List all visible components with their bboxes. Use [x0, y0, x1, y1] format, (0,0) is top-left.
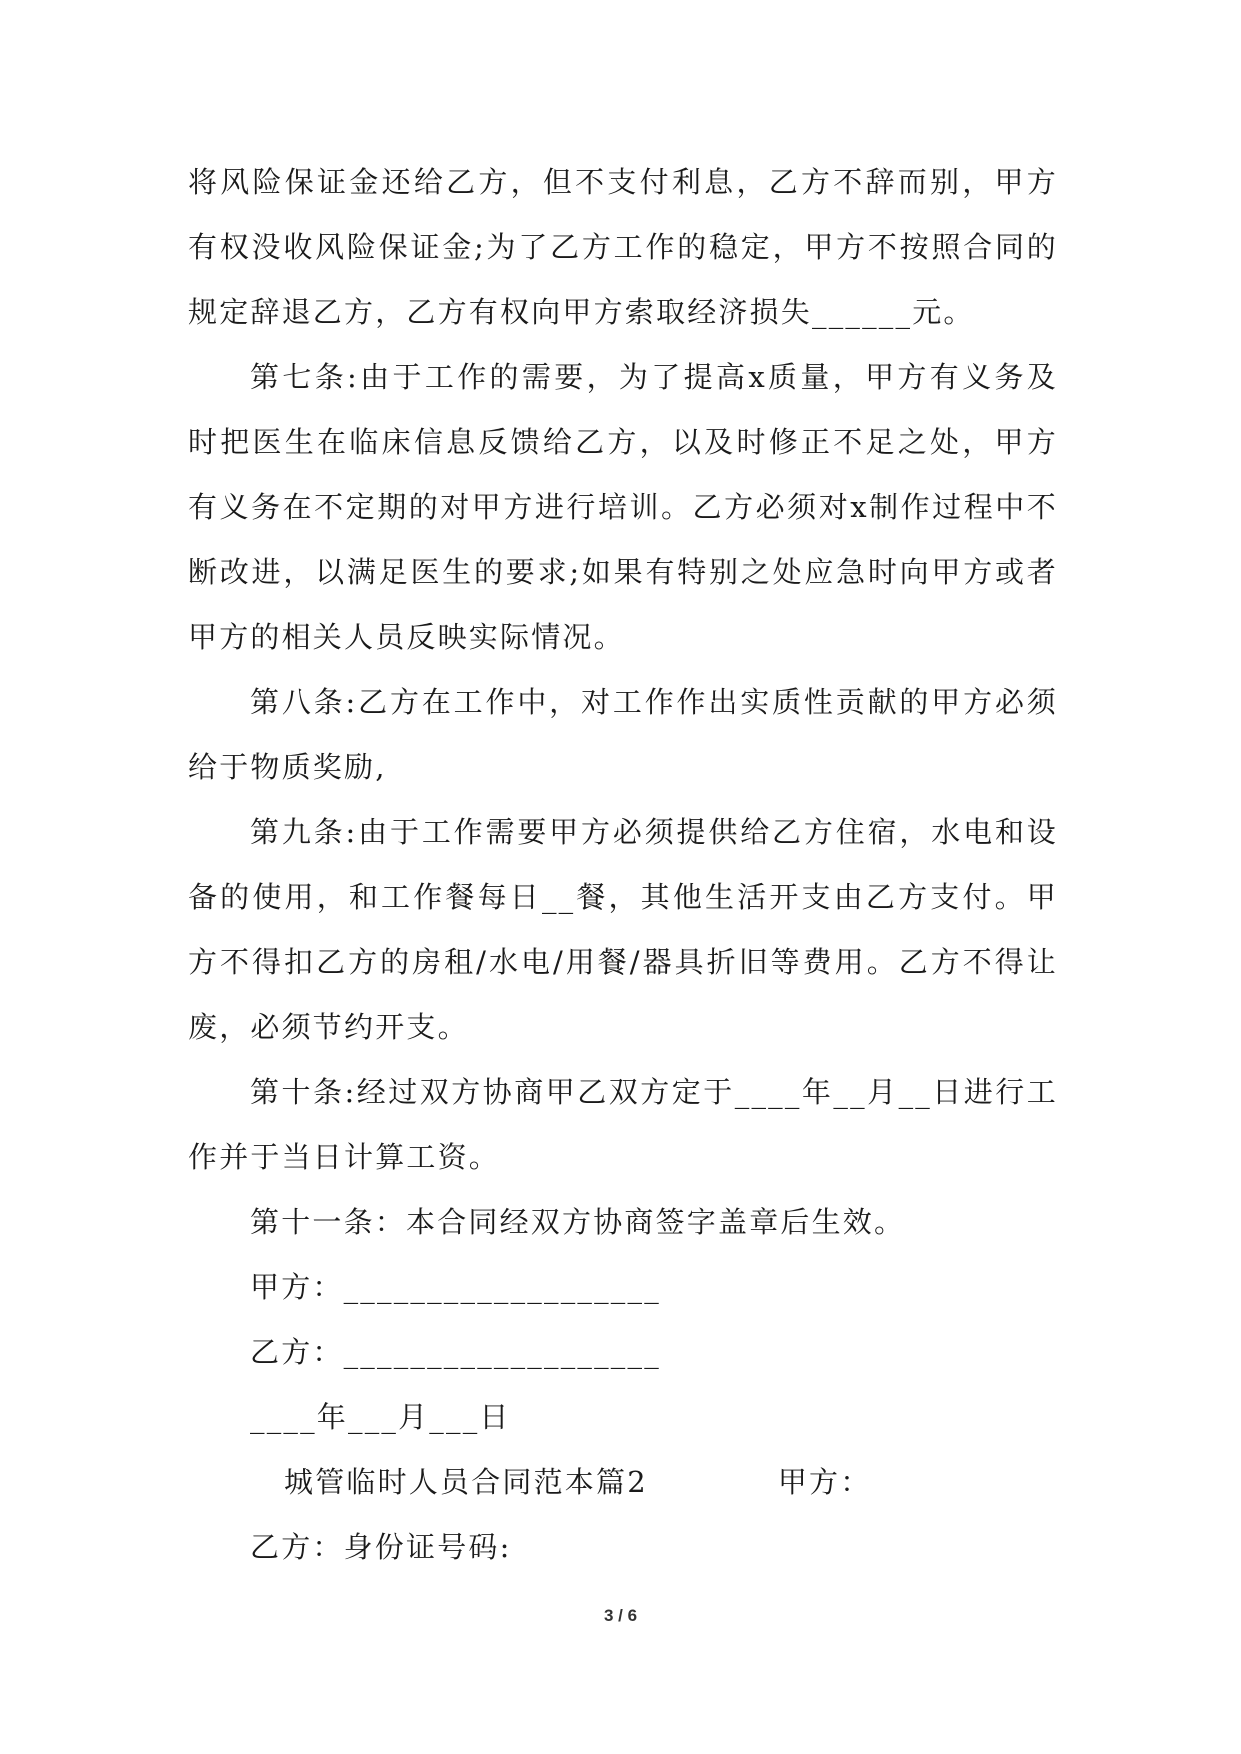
- document-body: [188, 150, 1058, 1580]
- paragraph-article-9: 第九条:由于工作需要甲方必须提供给乙方住宿，水电和设备的使用，和工作餐每日__餐，其他生活开支由乙方支付。甲方不得扣乙方的房租/水电/用餐/器具折旧等费用。乙方不得让废，必须节约开支。: [188, 815, 1058, 1044]
- signature-party-b: 乙方：___________________: [250, 1335, 661, 1369]
- paragraph-article-10: 第十条:经过双方协商甲乙双方定于____年__月__日进行工作并于当日计算工资。: [188, 1075, 1058, 1174]
- signature-date: ____年___月___日: [250, 1400, 511, 1434]
- signature-party-a: 甲方：___________________: [250, 1270, 661, 1304]
- next-section-party-b-line: 乙方：身份证号码:: [250, 1530, 512, 1564]
- paragraph-article-11: 第十一条：本合同经双方协商签字盖章后生效。: [250, 1205, 906, 1239]
- page-number: 3 / 6: [603, 1606, 638, 1625]
- paragraph-article-8: 第八条:乙方在工作中，对工作作出实质性贡献的甲方必须给于物质奖励,: [188, 685, 1058, 784]
- paragraph-article-7: 第七条:由于工作的需要，为了提高x质量，甲方有义务及时把医生在临床信息反馈给乙方，以及时修正不足之处，甲方有义务在不定期的对甲方进行培训。乙方必须对x制作过程中不断改进，以满足医生的要求;如果有特别之处应急时向甲方或者甲方的相关人员反映实际情况。: [188, 360, 1058, 654]
- next-section-title: 城管临时人员合同范本篇2: [284, 1465, 648, 1499]
- next-section-heading-line: [188, 1450, 1058, 1515]
- paragraph-continuation: 将风险保证金还给乙方，但不支付利息，乙方不辞而别，甲方有权没收风险保证金;为了乙方工作的稳定，甲方不按照合同的规定辞退乙方，乙方有权向甲方索取经济损失______元。: [188, 165, 1058, 329]
- next-section-party-a-label: 甲方：: [777, 1465, 872, 1499]
